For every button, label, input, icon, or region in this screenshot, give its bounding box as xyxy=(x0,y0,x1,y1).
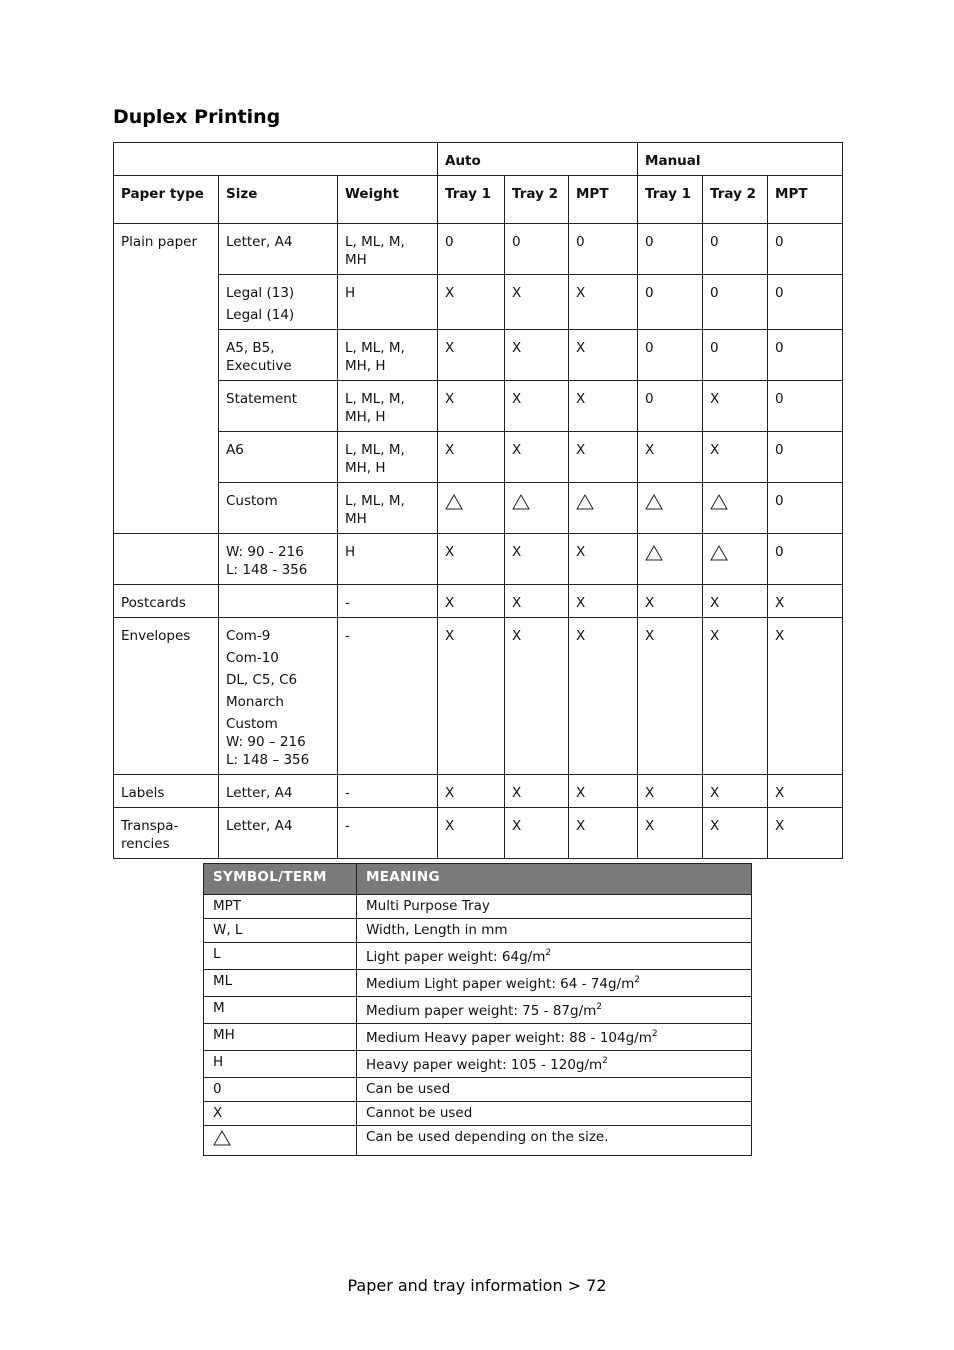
availability-cell: X xyxy=(703,808,768,859)
availability-cell: 0 xyxy=(638,224,703,275)
table-row xyxy=(114,330,843,381)
weight-cell: L, ML, M, MH, H xyxy=(338,330,438,381)
superscript: 2 xyxy=(634,975,640,985)
availability-cell: X xyxy=(569,432,638,483)
availability-cell: X xyxy=(638,618,703,775)
duplex-table-body xyxy=(114,143,843,859)
table-row xyxy=(114,483,843,534)
legend-meaning-text: Cannot be used xyxy=(366,1105,473,1121)
size-cell xyxy=(219,585,338,618)
legend-symbol-cell: L xyxy=(204,943,357,970)
page-footer: Paper and tray information > 72 xyxy=(347,1276,607,1295)
paper-type-cell: Labels xyxy=(114,775,219,808)
availability-cell xyxy=(703,483,768,534)
availability-cell: X xyxy=(638,808,703,859)
legend-meaning-text: Heavy paper weight: 105 - 120g/m xyxy=(366,1057,603,1073)
availability-cell: 0 xyxy=(505,224,569,275)
legend-row xyxy=(204,943,752,970)
availability-cell: X xyxy=(438,585,505,618)
paper-type-cell: Envelopes xyxy=(114,618,219,775)
superscript: 2 xyxy=(651,1029,658,1039)
legend-symbol-cell: MH xyxy=(204,1024,357,1051)
legend-table-body xyxy=(204,864,752,1156)
legend-meaning-text: Medium Heavy paper weight: 88 - 104g/m xyxy=(366,1030,652,1046)
size-line: DL, C5, C6 xyxy=(226,672,298,688)
legend-symbol-cell: MPT xyxy=(204,895,357,919)
legend-meaning-cell xyxy=(357,1078,752,1102)
availability-cell: 0 xyxy=(438,224,505,275)
availability-cell: 0 xyxy=(768,432,843,483)
superscript: 2 xyxy=(596,1002,602,1012)
legend-row xyxy=(204,919,752,943)
availability-cell: 0 xyxy=(768,381,843,432)
superscript: 2 xyxy=(545,948,552,958)
size-line: L: 148 – 356 xyxy=(226,752,310,768)
column-header-row xyxy=(114,176,843,224)
header-manual: Manual xyxy=(638,143,843,176)
legend-symbol-cell: W, L xyxy=(204,919,357,943)
legend-row xyxy=(204,970,752,997)
column-header-auto-tray2: Tray 2 xyxy=(505,176,569,224)
availability-cell: X xyxy=(569,585,638,618)
weight-cell: - xyxy=(338,618,438,775)
availability-cell xyxy=(638,483,703,534)
legend-row xyxy=(204,1051,752,1078)
weight-cell: H xyxy=(338,275,438,330)
weight-cell: - xyxy=(338,585,438,618)
availability-cell: X xyxy=(438,381,505,432)
size-line: Legal (13) xyxy=(226,285,295,301)
legend-meaning-cell xyxy=(357,1024,752,1051)
size-cell xyxy=(219,534,338,585)
availability-cell: X xyxy=(505,330,569,381)
availability-cell: X xyxy=(638,432,703,483)
availability-cell xyxy=(569,483,638,534)
availability-cell: X xyxy=(703,381,768,432)
availability-cell: X xyxy=(438,534,505,585)
availability-cell: X xyxy=(768,808,843,859)
column-header-weight: Weight xyxy=(338,176,438,224)
legend-meaning-cell xyxy=(357,997,752,1024)
page-title: Duplex Printing xyxy=(113,106,281,128)
legend-row xyxy=(204,997,752,1024)
availability-cell xyxy=(505,483,569,534)
availability-cell: X xyxy=(438,775,505,808)
table-row xyxy=(114,534,843,585)
triangle-icon xyxy=(645,545,663,561)
header-auto: Auto xyxy=(438,143,638,176)
availability-cell: X xyxy=(569,775,638,808)
legend-meaning-text: Medium Light paper weight: 64 - 74g/m xyxy=(366,976,635,992)
legend-meaning-text: Can be used xyxy=(366,1081,451,1097)
triangle-icon xyxy=(576,494,594,510)
availability-cell: 0 xyxy=(569,224,638,275)
weight-cell: L, ML, M, MH, H xyxy=(338,381,438,432)
availability-cell: X xyxy=(638,585,703,618)
size-line: Monarch xyxy=(226,694,284,710)
legend-row xyxy=(204,1078,752,1102)
column-header-paper-type: Paper type xyxy=(114,176,219,224)
paper-type-cell xyxy=(114,534,219,585)
size-line: W: 90 – 216 xyxy=(226,734,306,750)
availability-cell: 0 xyxy=(703,224,768,275)
size-line: Statement xyxy=(226,391,298,407)
availability-cell: 0 xyxy=(638,330,703,381)
size-cell xyxy=(219,483,338,534)
availability-cell: X xyxy=(438,432,505,483)
size-cell xyxy=(219,618,338,775)
availability-cell: 0 xyxy=(768,224,843,275)
size-line: Com-9 xyxy=(226,628,271,644)
availability-cell: 0 xyxy=(638,275,703,330)
column-header-size: Size xyxy=(219,176,338,224)
column-header-manual-mpt: MPT xyxy=(768,176,843,224)
duplex-printing-table xyxy=(113,142,843,859)
column-header-auto-mpt: MPT xyxy=(569,176,638,224)
superscript: 2 xyxy=(602,1056,608,1066)
availability-cell: X xyxy=(569,618,638,775)
column-header-manual-tray2: Tray 2 xyxy=(703,176,768,224)
legend-symbol-cell: X xyxy=(204,1102,357,1126)
availability-cell: 0 xyxy=(703,330,768,381)
table-row xyxy=(114,381,843,432)
table-row xyxy=(114,808,843,859)
size-line: Legal (14) xyxy=(226,307,295,323)
legend-row xyxy=(204,1024,752,1051)
table-row xyxy=(114,585,843,618)
availability-cell xyxy=(703,534,768,585)
legend-header-symbol: SYMBOL/TERM xyxy=(204,864,357,895)
availability-cell: X xyxy=(438,808,505,859)
weight-cell: L, ML, M, MH xyxy=(338,483,438,534)
legend-meaning-cell xyxy=(357,943,752,970)
legend-meaning-cell xyxy=(357,1051,752,1078)
availability-cell: 0 xyxy=(703,275,768,330)
availability-cell: X xyxy=(569,808,638,859)
legend-header-row xyxy=(204,864,752,895)
weight-cell: L, ML, M, MH, H xyxy=(338,432,438,483)
availability-cell: X xyxy=(505,432,569,483)
size-line: Letter, A4 xyxy=(226,785,293,801)
legend-meaning-text: Width, Length in mm xyxy=(366,922,508,938)
availability-cell: 0 xyxy=(768,275,843,330)
legend-symbol-cell: ML xyxy=(204,970,357,997)
availability-cell xyxy=(638,534,703,585)
column-header-auto-tray1: Tray 1 xyxy=(438,176,505,224)
paper-type-cell: Plain paper xyxy=(114,224,219,534)
availability-cell: X xyxy=(505,381,569,432)
size-line: W: 90 - 216 xyxy=(226,544,304,560)
availability-cell: X xyxy=(505,618,569,775)
availability-cell: X xyxy=(569,381,638,432)
availability-cell: X xyxy=(703,585,768,618)
availability-cell: 0 xyxy=(638,381,703,432)
size-line: A6 xyxy=(226,442,244,458)
availability-cell: X xyxy=(438,330,505,381)
triangle-icon xyxy=(445,494,463,510)
availability-cell: X xyxy=(768,775,843,808)
column-header-manual-tray1: Tray 1 xyxy=(638,176,703,224)
table-row xyxy=(114,275,843,330)
legend-meaning-cell xyxy=(357,1126,752,1156)
triangle-icon xyxy=(645,494,663,510)
header-blank-cell xyxy=(114,143,438,176)
availability-cell: X xyxy=(569,534,638,585)
size-line: Custom xyxy=(226,716,278,732)
legend-meaning-cell xyxy=(357,1102,752,1126)
size-line: L: 148 - 356 xyxy=(226,562,308,578)
paper-type-cell: Transpa-rencies xyxy=(114,808,219,859)
availability-cell: X xyxy=(505,534,569,585)
paper-type-cell: Postcards xyxy=(114,585,219,618)
weight-cell: L, ML, M, MH xyxy=(338,224,438,275)
size-line: Letter, A4 xyxy=(226,818,293,834)
legend-meaning-text: Multi Purpose Tray xyxy=(366,898,490,914)
legend-meaning-text: Light paper weight: 64g/m xyxy=(366,949,546,965)
legend-meaning-text: Medium paper weight: 75 - 87g/m xyxy=(366,1003,597,1019)
size-cell xyxy=(219,432,338,483)
legend-symbol-cell xyxy=(204,1126,357,1156)
legend-meaning-cell xyxy=(357,919,752,943)
legend-meaning-cell xyxy=(357,970,752,997)
availability-cell: X xyxy=(438,618,505,775)
legend-header-meaning: MEANING xyxy=(357,864,752,895)
availability-cell: X xyxy=(569,275,638,330)
size-line: Com-10 xyxy=(226,650,279,666)
table-row xyxy=(114,432,843,483)
size-cell xyxy=(219,381,338,432)
legend-row xyxy=(204,1126,752,1156)
availability-cell: 0 xyxy=(768,330,843,381)
triangle-icon xyxy=(710,545,728,561)
table-row xyxy=(114,775,843,808)
availability-cell: X xyxy=(703,432,768,483)
availability-cell: X xyxy=(505,775,569,808)
availability-cell: X xyxy=(505,275,569,330)
availability-cell: X xyxy=(703,775,768,808)
group-header-row xyxy=(114,143,843,176)
legend-meaning-text: Can be used depending on the size. xyxy=(366,1129,609,1145)
size-cell xyxy=(219,808,338,859)
weight-cell: - xyxy=(338,775,438,808)
availability-cell: X xyxy=(638,775,703,808)
availability-cell: 0 xyxy=(768,483,843,534)
size-cell xyxy=(219,275,338,330)
size-cell xyxy=(219,775,338,808)
availability-cell: X xyxy=(569,330,638,381)
availability-cell: X xyxy=(505,808,569,859)
table-row xyxy=(114,224,843,275)
availability-cell: 0 xyxy=(768,534,843,585)
triangle-icon xyxy=(213,1130,231,1146)
size-cell xyxy=(219,330,338,381)
availability-cell: X xyxy=(768,618,843,775)
triangle-icon xyxy=(512,494,530,510)
availability-cell: X xyxy=(438,275,505,330)
legend-row xyxy=(204,1102,752,1126)
size-line: Letter, A4 xyxy=(226,234,293,250)
weight-cell: H xyxy=(338,534,438,585)
legend-row xyxy=(204,895,752,919)
availability-cell xyxy=(438,483,505,534)
legend-meaning-cell xyxy=(357,895,752,919)
size-line: A5, B5, Executive xyxy=(226,340,292,374)
legend-symbol-cell: 0 xyxy=(204,1078,357,1102)
legend-table xyxy=(203,863,752,1156)
legend-symbol-cell: M xyxy=(204,997,357,1024)
table-row xyxy=(114,618,843,775)
availability-cell: X xyxy=(505,585,569,618)
weight-cell: - xyxy=(338,808,438,859)
size-line: Custom xyxy=(226,493,278,509)
triangle-icon xyxy=(710,494,728,510)
availability-cell: X xyxy=(703,618,768,775)
legend-symbol-cell: H xyxy=(204,1051,357,1078)
availability-cell: X xyxy=(768,585,843,618)
size-cell xyxy=(219,224,338,275)
